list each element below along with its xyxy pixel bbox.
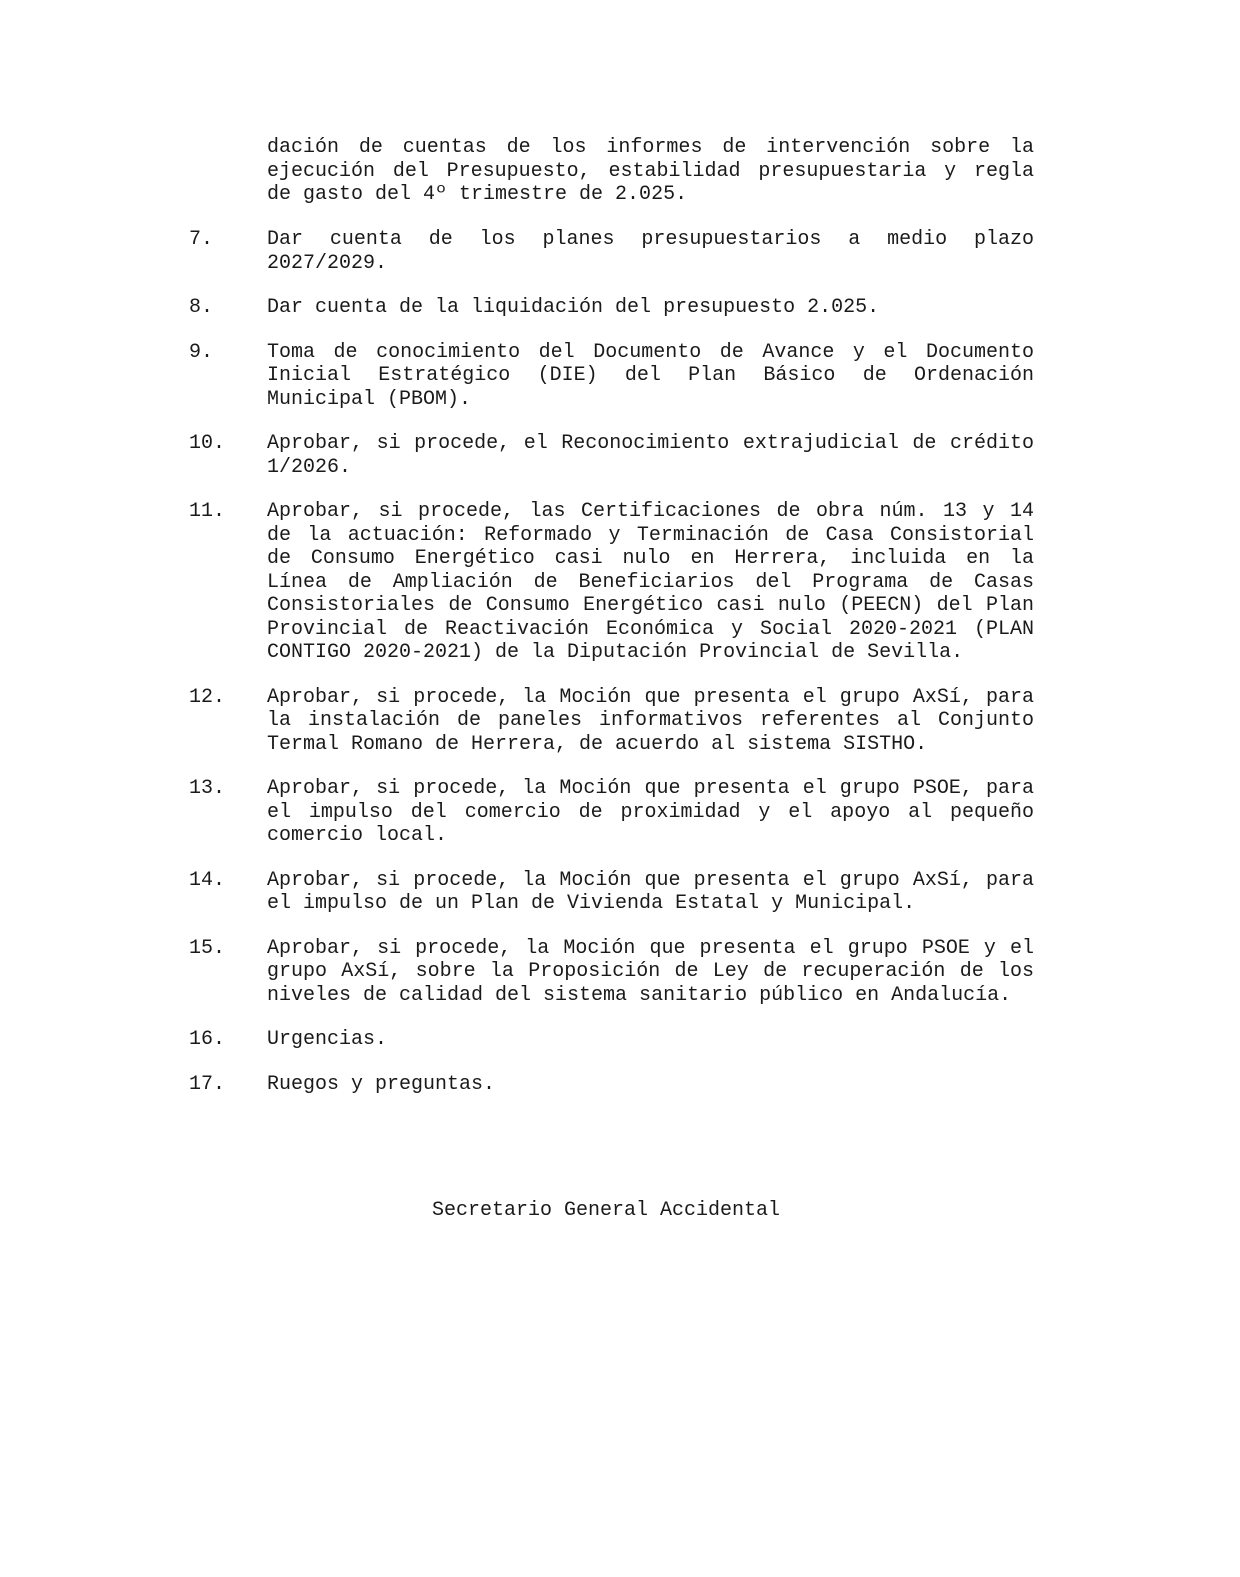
item-text: Aprobar, si procede, la Moción que presenta el grupo PSOE, para el impulso del comercio de proximidad y el apoyo al pequeño comercio local. <box>267 777 1034 847</box>
item-number: 8. <box>189 296 214 319</box>
agenda-item-16 <box>189 1028 1034 1052</box>
agenda-item-8 <box>189 296 1034 320</box>
item-number: 14. <box>189 868 226 892</box>
agenda-item-7 <box>189 228 1034 275</box>
item-text: Aprobar, si procede, la Moción que presenta el grupo AxSí, para la instalación de paneles informativos referentes al Conjunto Termal Romano de Herrera, de acuerdo al sistema SISTHO. <box>267 685 1034 756</box>
item-number: 12. <box>189 685 226 709</box>
item-text: Urgencias. <box>267 1028 388 1051</box>
item-text: Ruegos y preguntas. <box>267 1072 496 1096</box>
agenda-item-12 <box>189 686 1034 757</box>
item-number: 10. <box>189 432 226 455</box>
signature-title: Secretario General Accidental <box>432 1199 781 1222</box>
item-number: 13. <box>189 777 226 800</box>
continuation-paragraph: dación de cuentas de los informes de intervención sobre la ejecución del Presupuesto, estabilidad presupuestaria y regla de gasto del 4º trimestre de 2.025. <box>267 136 1034 206</box>
agenda-item-11 <box>189 500 1034 665</box>
item-number: 9. <box>189 340 214 364</box>
agenda-item-13 <box>189 777 1034 848</box>
agenda-item-15 <box>189 937 1034 1008</box>
item-text: Dar cuenta de los planes presupuestarios a medio plazo 2027/2029. <box>267 228 1034 275</box>
item-text: Aprobar, si procede, la Moción que presenta el grupo PSOE y el grupo AxSí, sobre la Proposición de Ley de recuperación de los niveles de calidad del sistema sanitario público en Andalucía. <box>267 936 1034 1007</box>
item-number: 7. <box>189 228 214 251</box>
agenda-item-17 <box>189 1073 1034 1097</box>
item-text: Toma de conocimiento del Documento de Avance y el Documento Inicial Estratégico (DIE) del Plan Básico de Ordenación Municipal (PBOM). <box>267 340 1034 411</box>
item-number: 11. <box>189 500 226 523</box>
agenda-item-9 <box>189 341 1034 412</box>
agenda-item-10 <box>189 432 1034 479</box>
item-text: Aprobar, si procede, el Reconocimiento extrajudicial de crédito 1/2026. <box>267 432 1034 479</box>
item-text: Aprobar, si procede, la Moción que presenta el grupo AxSí, para el impulso de un Plan de Vivienda Estatal y Municipal. <box>267 868 1034 915</box>
item-number: 16. <box>189 1028 226 1051</box>
item-number: 15. <box>189 936 226 960</box>
item-text: Dar cuenta de la liquidación del presupuesto 2.025. <box>267 296 880 319</box>
item-text: Aprobar, si procede, las Certificaciones de obra núm. 13 y 14 de la actuación: Reformado y Terminación de Casa Consistorial de Consumo Energético casi nulo en Herrera, incluida en la Línea de Ampliación de Beneficiarios del Programa de Casas Consistoriales de Consumo Energético casi nulo (PEECN) del Plan Provincial de Reactivación Económica y Social 2020-2021 (PLAN CONTIGO 2020-2021) de la Diputación Provincial de Sevilla. <box>267 500 1034 664</box>
agenda-list <box>189 228 1034 1117</box>
agenda-item-14 <box>189 869 1034 916</box>
item-number: 17. <box>189 1072 226 1096</box>
